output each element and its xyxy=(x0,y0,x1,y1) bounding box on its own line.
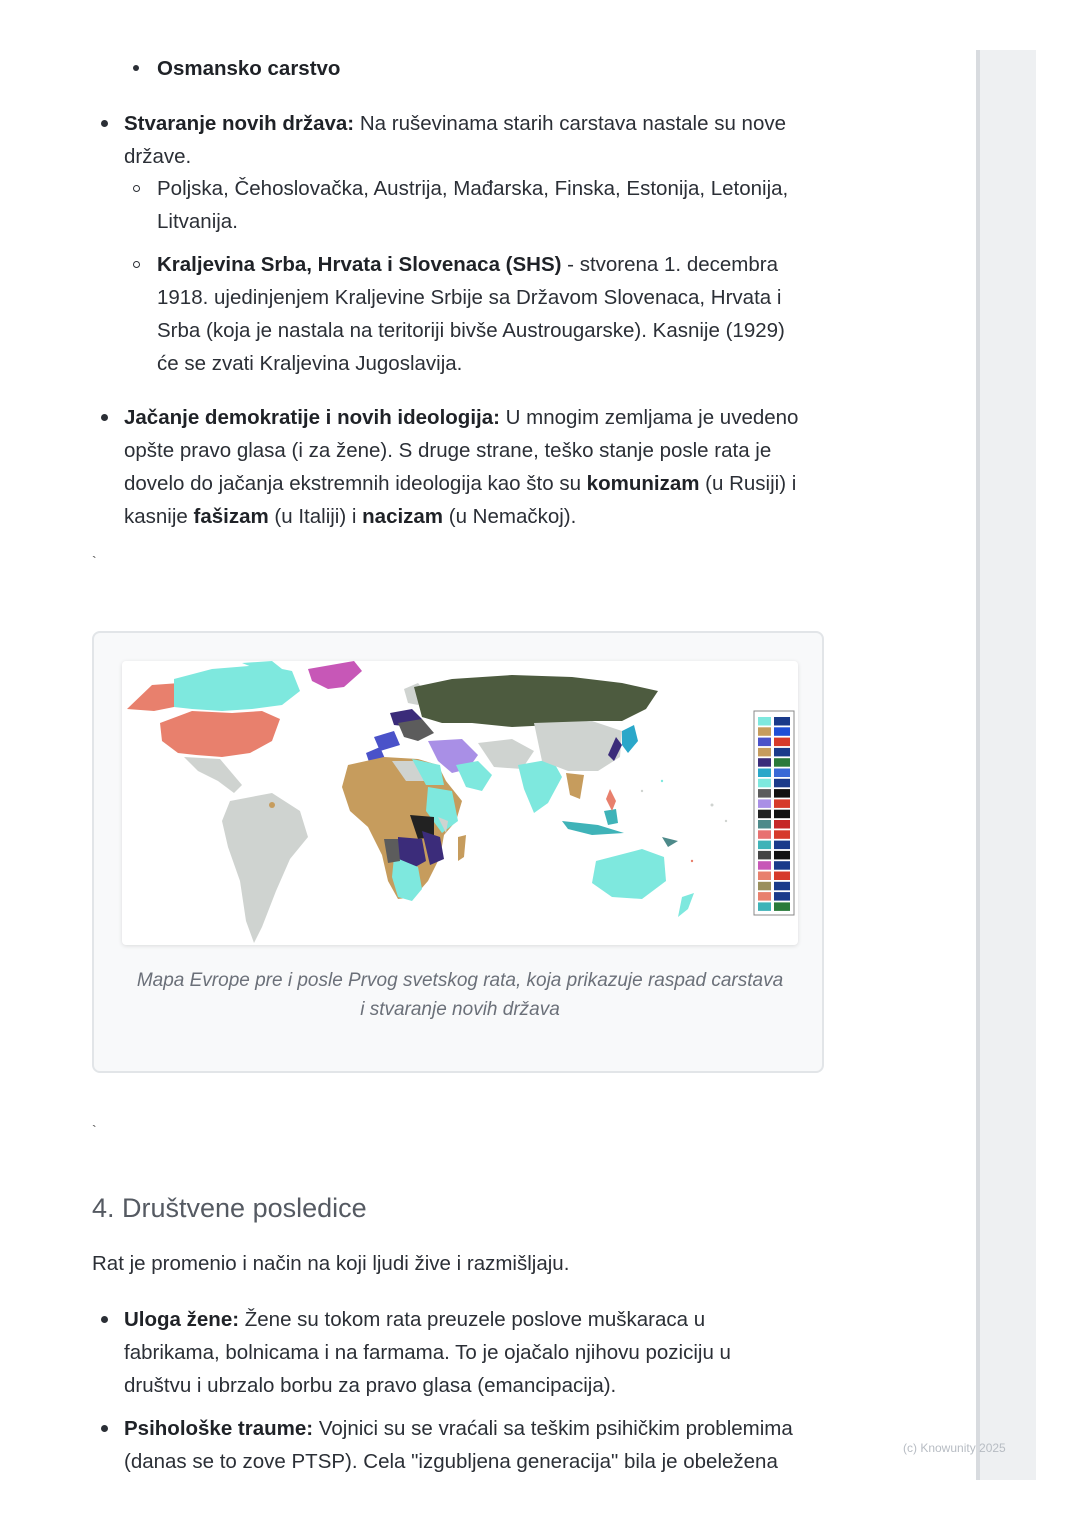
caption-line: i stvaranje novih država xyxy=(360,999,560,1020)
text-line: (danas se to zove PTSP). Cela "izgubljena generacija" bila je obeležena xyxy=(124,1450,778,1473)
watermark: (c) Knowunity 2025 xyxy=(903,1441,1006,1455)
legend-flag-icon xyxy=(774,789,790,798)
legend-flag-icon xyxy=(774,748,790,757)
bullet-dot xyxy=(101,414,108,421)
legend-swatch xyxy=(758,882,771,891)
legend-flag-icon xyxy=(774,872,790,881)
legend-swatch xyxy=(758,727,771,736)
bullet-dot xyxy=(133,65,139,71)
list-item-new-states: Stvaranje novih država: Na ruševinama starih carstava nastale su nove xyxy=(124,112,786,135)
section-intro: Rat je promenio i način na koji ljudi žive i razmišljaju. xyxy=(92,1252,570,1275)
legend-flag-icon xyxy=(774,851,790,860)
legend-flag-icon xyxy=(774,799,790,808)
text-line: fabrikama, bolnicama i na farmama. To je ojačalo njihovu poziciju u xyxy=(124,1341,731,1364)
list-item-trauma: Psihološke traume: Vojnici su se vraćali sa teškim psihičkim problemima xyxy=(124,1417,793,1440)
legend-flag-icon xyxy=(774,769,790,778)
text-line: Litvanija. xyxy=(157,210,238,233)
legend-flag-icon xyxy=(774,717,790,726)
text-line: 1918. ujedinjenjem Kraljevine Srbije sa Državom Slovenaca, Hrvata i xyxy=(157,286,782,309)
legend-swatch xyxy=(758,738,771,747)
backtick-mark: ` xyxy=(92,553,97,569)
page-side-strip xyxy=(976,50,1036,1480)
legend-flag-icon xyxy=(774,779,790,788)
legend-swatch xyxy=(758,748,771,757)
figure-caption xyxy=(94,966,826,1024)
legend-swatch xyxy=(758,892,771,901)
legend-swatch xyxy=(758,872,771,881)
text-line: društvu i ubrzalo borbu za pravo glasa (emancipacija). xyxy=(124,1374,617,1397)
list-item-women: Uloga žene: Žene su tokom rata preuzele poslove muškaraca u xyxy=(124,1308,706,1331)
bullet-dot xyxy=(101,120,108,127)
map-legend xyxy=(758,717,790,911)
legend-swatch xyxy=(758,841,771,850)
legend-swatch xyxy=(758,861,771,870)
legend-flag-icon xyxy=(774,892,790,901)
text-line: će se zvati Kraljevina Jugoslavija. xyxy=(157,352,463,375)
caption-line: Mapa Evrope pre i posle Prvog svetskog rata, koja prikazuje raspad carstava xyxy=(136,970,784,991)
legend-flag-icon xyxy=(774,861,790,870)
legend-swatch xyxy=(758,769,771,778)
map-figure xyxy=(92,631,824,1073)
text-line: dovelo do jačanja ekstremnih ideologija kao što su komunizam (u Rusiji) i xyxy=(124,472,797,495)
legend-swatch xyxy=(758,902,771,911)
legend-swatch xyxy=(758,717,771,726)
legend-swatch xyxy=(758,851,771,860)
legend-flag-icon xyxy=(774,902,790,911)
list-item-shs: Kraljevina Srba, Hrvata i Slovenaca (SHS) - stvorena 1. decembra xyxy=(157,253,778,276)
legend-flag-icon xyxy=(774,830,790,839)
legend-swatch xyxy=(758,758,771,767)
legend-swatch xyxy=(758,830,771,839)
text-line: opšte pravo glasa (i za žene). S druge strane, teško stanje posle rata je xyxy=(124,439,772,462)
legend-swatch xyxy=(758,820,771,829)
legend-swatch xyxy=(758,779,771,788)
legend-swatch xyxy=(758,789,771,798)
list-item-ottoman: Osmansko carstvo xyxy=(157,57,341,80)
text-line: Srba (koja je nastala na teritoriji bivše Austrougarske). Kasnije (1929) xyxy=(157,319,785,342)
section-heading: 4. Društvene posledice xyxy=(92,1193,367,1223)
legend-flag-icon xyxy=(774,758,790,767)
world-map xyxy=(122,661,798,945)
bullet-ring xyxy=(133,261,140,268)
world-map-image xyxy=(122,661,798,945)
legend-flag-icon xyxy=(774,738,790,747)
legend-flag-icon xyxy=(774,727,790,736)
text-line: kasnije fašizam (u Italiji) i nacizam (u Nemačkoj). xyxy=(124,505,577,528)
legend-swatch xyxy=(758,810,771,819)
bullet-dot xyxy=(101,1425,108,1432)
legend-flag-icon xyxy=(774,841,790,850)
bullet-ring xyxy=(133,185,140,192)
legend-flag-icon xyxy=(774,810,790,819)
backtick-mark: ` xyxy=(92,1122,97,1138)
legend-flag-icon xyxy=(774,882,790,891)
legend-flag-icon xyxy=(774,820,790,829)
text-line: Poljska, Čehoslovačka, Austrija, Mađarska, Finska, Estonija, Letonija, xyxy=(157,177,789,200)
list-item-democracy: Jačanje demokratije i novih ideologija: U mnogim zemljama je uvedeno xyxy=(124,406,799,429)
bullet-dot xyxy=(101,1316,108,1323)
text-line: države. xyxy=(124,145,192,168)
legend-swatch xyxy=(758,799,771,808)
